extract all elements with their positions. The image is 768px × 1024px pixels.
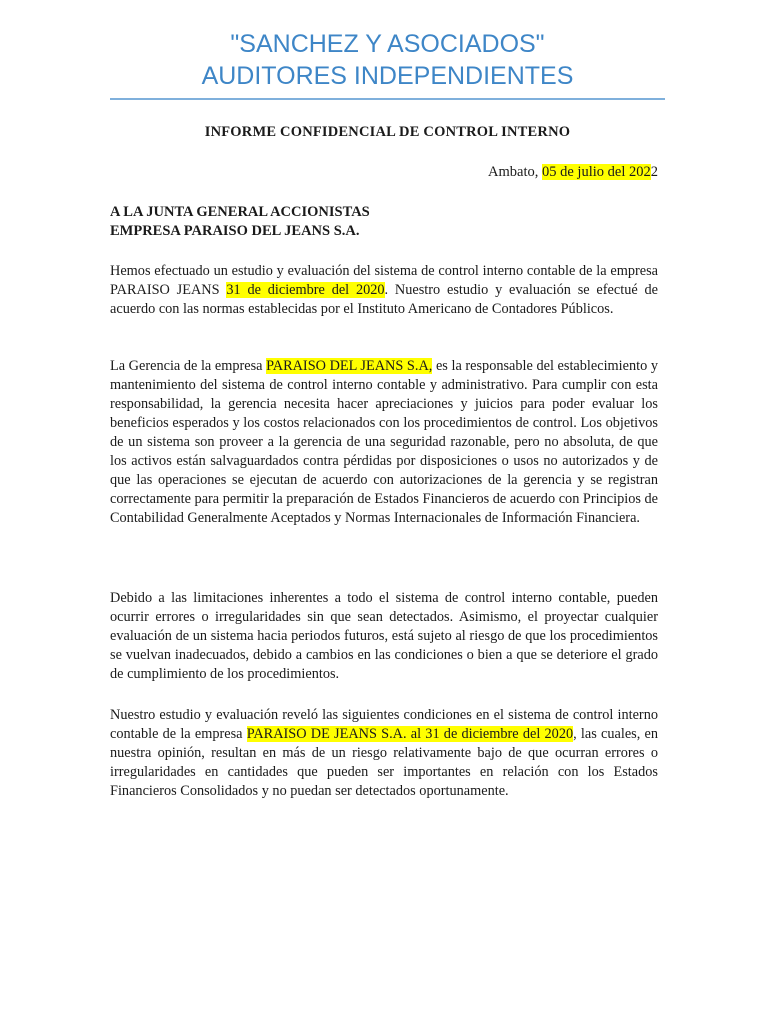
paragraph-1-text-a: Hemos efectuado un estudio y evaluación del sistema de control interno contable de la empresa PARAISO JEANS — [110, 263, 658, 298]
firm-subtitle: AUDITORES INDEPENDIENTES — [201, 62, 574, 90]
date-prefix: Ambato, — [488, 164, 542, 180]
paragraph-1-text-b: . Nuestro estudio y evaluación se efectué de acuerdo con las normas establecidas por el Instituto Americano de Contadores Públicos. — [110, 282, 658, 317]
paragraph-2-text-a: La Gerencia de la empresa — [110, 358, 267, 374]
date-suffix: 2 — [650, 164, 658, 180]
letterhead-divider — [110, 98, 665, 100]
paragraph-4 — [110, 706, 658, 801]
paragraph-2 — [110, 357, 658, 528]
addressee-block — [110, 203, 370, 241]
paragraph-2-text-b: es la responsable del establecimiento y mantenimiento del sistema de control interno contable y administrativo. Para cumplir con esta responsabilidad, la gerencia necesita hacer apreciaciones y juicios para poder evaluar los beneficios esperados y los costos relacionados con los procedimientos de control. Los objetivos de un sistema son proveer a la gerencia de una seguridad razonable, pero no absoluta, de que los activos están salvaguardados contra pérdidas por disposiciones o usos no autorizados y de que las operaciones se ejecutan de acuerdo con autorizaciones de la gerencia y se registran correctamente para permitir la preparación de Estados Financieros de acuerdo con Principios de Contabilidad Generalmente Aceptados y Normas Internacionales de Información Financiera. — [110, 358, 659, 526]
report-title: INFORME CONFIDENCIAL DE CONTROL INTERNO — [204, 124, 571, 140]
addressee-line-2: EMPRESA PARAISO DEL JEANS S.A. — [110, 223, 360, 239]
date-highlighted: 05 de julio del 202 — [542, 164, 651, 180]
letterhead — [110, 28, 665, 92]
date-line — [488, 164, 658, 181]
paragraph-4-text-b: , las cuales, en nuestra opinión, resultan en más de un riesgo relativamente bajo de que ocurran errores o irregularidades en cantidades que pueden ser importantes en relación con los Estados Financieros Consolidados y no puedan ser detectados oportunamente. — [110, 726, 659, 799]
paragraph-3 — [110, 589, 658, 684]
paragraph-4-text-a: Nuestro estudio y evaluación reveló las siguientes condiciones en el sistema de control interno contable de la empresa — [110, 707, 658, 742]
paragraph-1 — [110, 262, 658, 319]
paragraph-4-highlight: PARAISO DE JEANS S.A. al 31 de diciembre del 2020 — [246, 726, 574, 742]
paragraph-2-highlight: PARAISO DEL JEANS S.A, — [266, 358, 433, 374]
addressee-line-1: A LA JUNTA GENERAL ACCIONISTAS — [110, 204, 370, 220]
paragraph-3-text: Debido a las limitaciones inherentes a todo el sistema de control interno contable, pueden ocurrir errores o irregularidades sin que sean detectados. Asimismo, el proyectar cualquier evaluación de un sistema hacia periodos futuros, está sujeto al riesgo de que los procedimientos se vuelvan inadecuados, debido a cambios en las condiciones o bien a que se deteriore el grado de cumplimiento de los procedimientos. — [110, 590, 658, 682]
paragraph-1-highlight: 31 de diciembre del 2020 — [226, 282, 385, 298]
firm-name: "SANCHEZ Y ASOCIADOS" — [230, 30, 545, 58]
